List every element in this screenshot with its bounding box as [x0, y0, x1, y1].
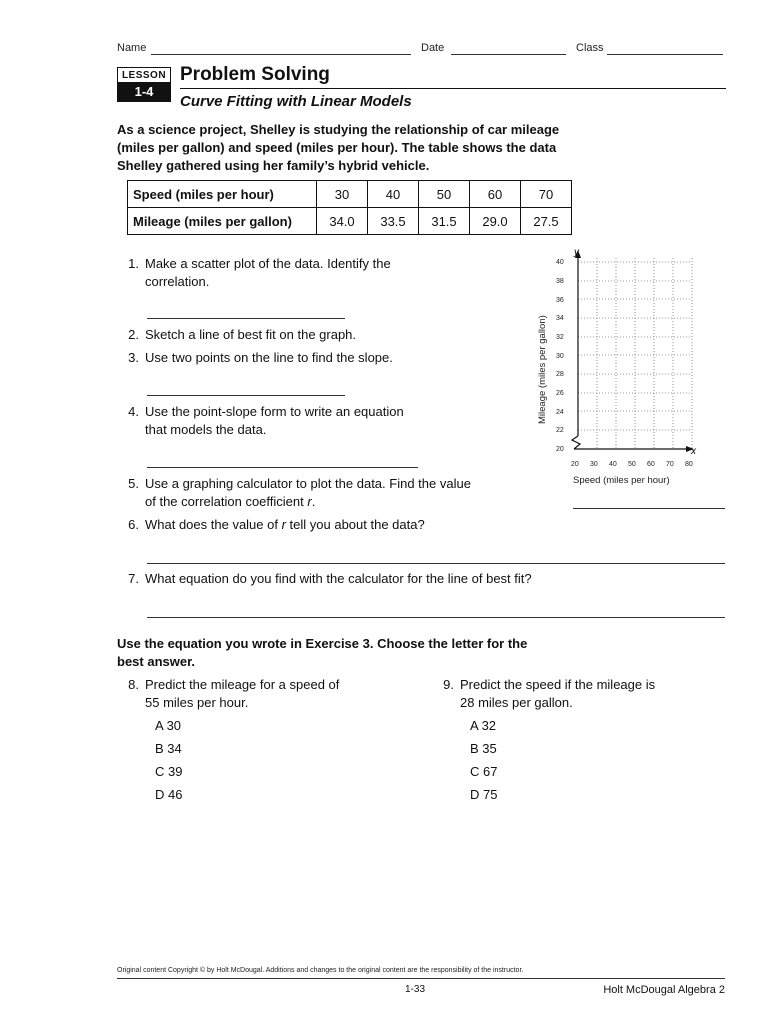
coordinate-grid[interactable]: [530, 246, 730, 492]
y-axis-label: Mileage (miles per gallon): [537, 315, 548, 424]
answer-line-7[interactable]: [147, 617, 725, 618]
table-row: [128, 181, 572, 208]
class-blank: [607, 54, 723, 55]
data-table: [127, 180, 572, 235]
choice-option[interactable]: D 75: [470, 787, 498, 802]
x-tick-label: 70: [666, 461, 674, 468]
table-cell: 30: [317, 181, 368, 208]
y-tick-label: 24: [556, 409, 564, 416]
table-row: [128, 208, 572, 235]
page-number: 1-33: [405, 984, 426, 995]
y-tick-label: 40: [556, 259, 564, 266]
page-title: Problem Solving: [180, 64, 330, 85]
table-cell: 34.0: [317, 208, 368, 235]
x-tick-label: 50: [628, 461, 636, 468]
answer-line-3[interactable]: [147, 395, 345, 396]
copyright-note: Original content Copyright © by Holt McDougal. Additions and changes to the original content are the responsibility of the instructor.: [117, 967, 524, 974]
name-blank: [151, 54, 411, 55]
choice-option[interactable]: B 35: [470, 741, 497, 756]
section-instructions: Use the equation you wrote in Exercise 3. Choose the letter for the best answer.: [117, 636, 528, 669]
question-2: 2. Sketch a line of best fit on the graph.: [128, 327, 357, 342]
question-8: 8. Predict the mileage for a speed of 55 miles per hour.: [128, 677, 340, 710]
choice-option[interactable]: A 30: [155, 718, 182, 733]
table-cell: 27.5: [521, 208, 572, 235]
date-label: Date: [421, 42, 445, 54]
x-tick-label: 40: [609, 461, 617, 468]
x-axis-label: Speed (miles per hour): [573, 475, 670, 486]
q9-choices: [470, 714, 497, 806]
question-6: 6. What does the value of r tell you about the data?: [128, 517, 425, 532]
y-tick-label: 28: [556, 371, 564, 378]
y-tick-label: 32: [556, 334, 564, 341]
y-tick-label: 36: [556, 297, 564, 304]
q8-choices: [155, 714, 182, 806]
question-9: 9. Predict the speed if the mileage is 28 miles per gallon.: [443, 677, 656, 710]
question-7: 7. What equation do you find with the calculator for the line of best fit?: [128, 571, 532, 586]
x-axis-var: x: [691, 446, 696, 457]
y-tick-label: 20: [556, 446, 564, 453]
x-tick-label: 60: [647, 461, 655, 468]
x-tick-label: 30: [590, 461, 598, 468]
x-tick-label: 20: [571, 461, 579, 468]
lesson-label: LESSON: [118, 68, 170, 83]
table-cell: 31.5: [419, 208, 470, 235]
y-tick-label: 30: [556, 353, 564, 360]
lesson-badge: [117, 67, 171, 102]
answer-line-1[interactable]: [147, 318, 345, 319]
y-tick-label: 26: [556, 390, 564, 397]
y-tick-label: 22: [556, 427, 564, 434]
table-cell: 60: [470, 181, 521, 208]
class-label: Class: [576, 42, 604, 54]
answer-line-4[interactable]: [147, 467, 418, 468]
answer-line-6[interactable]: [147, 563, 725, 564]
x-tick-label: 80: [685, 461, 693, 468]
date-blank: [451, 54, 566, 55]
question-5: 5. Use a graphing calculator to plot the data. Find the value of the correlation coefficient r.: [128, 476, 471, 509]
table-cell: 29.0: [470, 208, 521, 235]
intro-paragraph: As a science project, Shelley is studying the relationship of car mileage (miles per gallon) and speed (miles per hour). The table shows the data Shelley gathered using her family’s hybrid vehicle.: [117, 122, 560, 173]
choice-option[interactable]: C 39: [155, 764, 183, 779]
title-rule: [180, 88, 726, 89]
choice-option[interactable]: D 46: [155, 787, 183, 802]
book-title: Holt McDougal Algebra 2: [603, 984, 725, 996]
question-1: 1. Make a scatter plot of the data. Identify the correlation.: [128, 256, 391, 289]
name-label: Name: [117, 42, 147, 54]
page-subtitle: Curve Fitting with Linear Models: [180, 93, 412, 110]
table-cell: 33.5: [368, 208, 419, 235]
table-cell: 70: [521, 181, 572, 208]
y-tick-label: 38: [556, 278, 564, 285]
y-tick-label: 34: [556, 315, 564, 322]
table-header-mileage: Mileage (miles per gallon): [128, 208, 317, 235]
y-axis-var: y: [574, 247, 579, 258]
table-header-speed: Speed (miles per hour): [128, 181, 317, 208]
footer-rule: [117, 978, 725, 979]
table-cell: 40: [368, 181, 419, 208]
lesson-number: 1-4: [118, 83, 170, 101]
choice-option[interactable]: B 34: [155, 741, 182, 756]
choice-option[interactable]: A 32: [470, 718, 497, 733]
question-4: 4. Use the point-slope form to write an equation that models the data.: [128, 404, 404, 437]
table-cell: 50: [419, 181, 470, 208]
answer-line-5[interactable]: [573, 508, 725, 509]
question-3: 3. Use two points on the line to find the slope.: [128, 350, 393, 365]
choice-option[interactable]: C 67: [470, 764, 498, 779]
